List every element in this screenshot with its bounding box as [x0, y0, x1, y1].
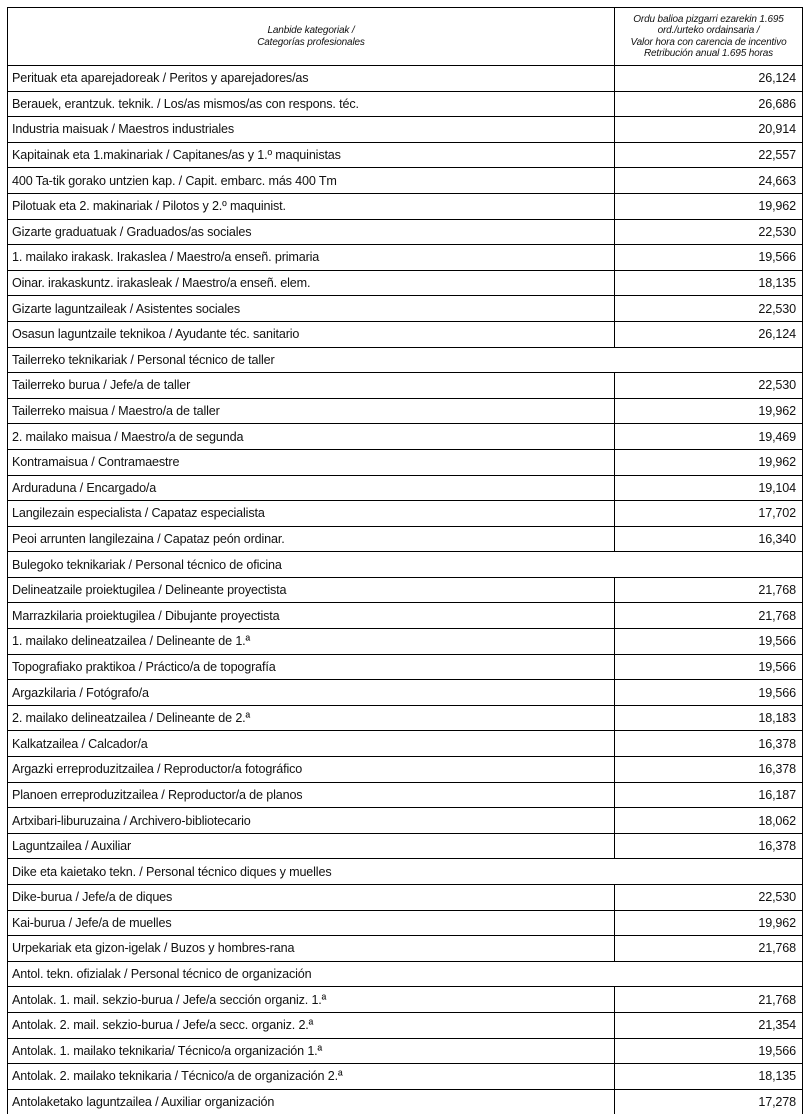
- category-cell: Delineatzaile proiektugilea / Delineante proyectista: [8, 577, 615, 603]
- category-cell: Planoen erreproduzitzailea / Reproductor/a de planos: [8, 782, 615, 808]
- category-cell: Industria maisuak / Maestros industriales: [8, 117, 615, 143]
- table-row: [8, 1012, 803, 1038]
- category-cell: Kontramaisua / Contramaestre: [8, 449, 615, 475]
- value-cell: 18,183: [615, 705, 803, 731]
- table-row: [8, 757, 803, 783]
- table-row: [8, 270, 803, 296]
- value-cell: 21,768: [615, 987, 803, 1013]
- category-cell: Oinar. irakaskuntz. irakasleak / Maestro/a enseñ. elem.: [8, 270, 615, 296]
- category-cell: Argazki erreproduzitzailea / Reproductor/a fotográfico: [8, 757, 615, 783]
- table-row: [8, 117, 803, 143]
- table-row: [8, 91, 803, 117]
- table-row: [8, 296, 803, 322]
- table-row: [8, 501, 803, 527]
- value-cell: 19,962: [615, 193, 803, 219]
- category-cell: Antolak. 1. mailako teknikaria/ Técnico/a organización 1.ª: [8, 1038, 615, 1064]
- table-row: [8, 603, 803, 629]
- value-cell: 21,768: [615, 603, 803, 629]
- category-cell: Peoi arrunten langilezaina / Capataz peón ordinar.: [8, 526, 615, 552]
- section-label: Antol. tekn. ofizialak / Personal técnico de organización: [8, 961, 803, 987]
- category-cell: Antolak. 2. mailako teknikaria / Técnico/a de organización 2.ª: [8, 1064, 615, 1090]
- category-cell: Langilezain especialista / Capataz especialista: [8, 501, 615, 527]
- value-cell: 21,354: [615, 1012, 803, 1038]
- table-row: [8, 731, 803, 757]
- table-row: [8, 705, 803, 731]
- header-value: [615, 8, 803, 66]
- section-label: Dike eta kaietako tekn. / Personal técnico diques y muelles: [8, 859, 803, 885]
- category-cell: Urpekariak eta gizon-igelak / Buzos y hombres-rana: [8, 936, 615, 962]
- table-row: [8, 449, 803, 475]
- category-cell: Arduraduna / Encargado/a: [8, 475, 615, 501]
- table-row: [8, 398, 803, 424]
- table-row: [8, 475, 803, 501]
- category-cell: Antolak. 2. mail. sekzio-burua / Jefe/a secc. organiz. 2.ª: [8, 1012, 615, 1038]
- table-row: [8, 526, 803, 552]
- value-cell: 18,135: [615, 270, 803, 296]
- header-value-line: Valor hora con carencia de incentivo: [630, 36, 787, 48]
- value-cell: 18,062: [615, 808, 803, 834]
- table-row: [8, 373, 803, 399]
- value-cell: 24,663: [615, 168, 803, 194]
- category-cell: 1. mailako irakask. Irakaslea / Maestro/a enseñ. primaria: [8, 245, 615, 271]
- table-row: [8, 193, 803, 219]
- table-row: [8, 885, 803, 911]
- category-cell: Pilotuak eta 2. makinariak / Pilotos y 2.º maquinist.: [8, 193, 615, 219]
- category-cell: 2. mailako maisua / Maestro/a de segunda: [8, 424, 615, 450]
- value-cell: 19,104: [615, 475, 803, 501]
- table-row: [8, 629, 803, 655]
- table-row: [8, 66, 803, 92]
- category-cell: Kai-burua / Jefe/a de muelles: [8, 910, 615, 936]
- value-cell: 18,135: [615, 1064, 803, 1090]
- table-body: [8, 66, 803, 1115]
- value-cell: 26,124: [615, 66, 803, 92]
- value-cell: 26,124: [615, 321, 803, 347]
- section-row: [8, 961, 803, 987]
- table-row: [8, 936, 803, 962]
- category-cell: Artxibari-liburuzaina / Archivero-bibliotecario: [8, 808, 615, 834]
- table-row: [8, 910, 803, 936]
- table-row: [8, 321, 803, 347]
- value-cell: 19,566: [615, 629, 803, 655]
- header-value-line: ord./urteko ordainsaria /: [657, 25, 760, 36]
- value-cell: 19,469: [615, 424, 803, 450]
- value-cell: 16,378: [615, 757, 803, 783]
- value-cell: 16,187: [615, 782, 803, 808]
- table-row: [8, 168, 803, 194]
- category-cell: Laguntzailea / Auxiliar: [8, 833, 615, 859]
- value-cell: 19,566: [615, 680, 803, 706]
- category-cell: Argazkilaria / Fotógrafo/a: [8, 680, 615, 706]
- table-row: [8, 680, 803, 706]
- table-row: [8, 833, 803, 859]
- value-cell: 19,566: [615, 245, 803, 271]
- table-row: [8, 987, 803, 1013]
- section-row: [8, 859, 803, 885]
- table-row: [8, 782, 803, 808]
- value-cell: 22,557: [615, 142, 803, 168]
- category-cell: Topografiako praktikoa / Práctico/a de topografía: [8, 654, 615, 680]
- table-row: [8, 219, 803, 245]
- value-cell: 22,530: [615, 885, 803, 911]
- value-cell: 16,378: [615, 833, 803, 859]
- section-row: [8, 552, 803, 578]
- category-cell: Osasun laguntzaile teknikoa / Ayudante téc. sanitario: [8, 321, 615, 347]
- value-cell: 16,340: [615, 526, 803, 552]
- category-cell: 1. mailako delineatzailea / Delineante de 1.ª: [8, 629, 615, 655]
- value-cell: 19,962: [615, 910, 803, 936]
- value-cell: 19,566: [615, 654, 803, 680]
- section-label: Tailerreko teknikariak / Personal técnico de taller: [8, 347, 803, 373]
- category-cell: Tailerreko maisua / Maestro/a de taller: [8, 398, 615, 424]
- value-cell: 21,768: [615, 936, 803, 962]
- table-row: [8, 654, 803, 680]
- header-category: [8, 8, 615, 66]
- table-row: [8, 577, 803, 603]
- category-cell: 400 Ta-tik gorako untzien kap. / Capit. embarc. más 400 Tm: [8, 168, 615, 194]
- value-cell: 22,530: [615, 296, 803, 322]
- section-row: [8, 347, 803, 373]
- category-cell: Antolak. 1. mail. sekzio-burua / Jefe/a sección organiz. 1.ª: [8, 987, 615, 1013]
- value-cell: 16,378: [615, 731, 803, 757]
- category-cell: Antolaketako laguntzailea / Auxiliar organización: [8, 1089, 615, 1114]
- header-value-line: Retribución anual 1.695 horas: [643, 48, 774, 59]
- table-row: [8, 424, 803, 450]
- header-category-line: Categorías profesionales: [257, 36, 365, 48]
- category-cell: Berauek, erantzuk. teknik. / Los/as mismos/as con respons. téc.: [8, 91, 615, 117]
- value-cell: 17,278: [615, 1089, 803, 1114]
- value-cell: 22,530: [615, 219, 803, 245]
- table-row: [8, 808, 803, 834]
- category-cell: Kapitainak eta 1.makinariak / Capitanes/as y 1.º maquinistas: [8, 142, 615, 168]
- section-label: Bulegoko teknikariak / Personal técnico de oficina: [8, 552, 803, 578]
- header-category-line: Lanbide kategoriak /: [267, 25, 355, 36]
- value-cell: 20,914: [615, 117, 803, 143]
- table-row: [8, 1064, 803, 1090]
- value-cell: 19,962: [615, 449, 803, 475]
- category-cell: Kalkatzailea / Calcador/a: [8, 731, 615, 757]
- value-cell: 22,530: [615, 373, 803, 399]
- category-cell: Gizarte laguntzaileak / Asistentes sociales: [8, 296, 615, 322]
- table-row: [8, 142, 803, 168]
- value-cell: 19,962: [615, 398, 803, 424]
- table-header-row: [8, 8, 803, 66]
- table-row: [8, 1089, 803, 1114]
- value-cell: 21,768: [615, 577, 803, 603]
- category-cell: Marrazkilaria proiektugilea / Dibujante proyectista: [8, 603, 615, 629]
- category-cell: Perituak eta aparejadoreak / Peritos y aparejadores/as: [8, 66, 615, 92]
- value-cell: 17,702: [615, 501, 803, 527]
- table-row: [8, 245, 803, 271]
- table-row: [8, 1038, 803, 1064]
- category-cell: Tailerreko burua / Jefe/a de taller: [8, 373, 615, 399]
- category-cell: Gizarte graduatuak / Graduados/as sociales: [8, 219, 615, 245]
- category-cell: Dike-burua / Jefe/a de diques: [8, 885, 615, 911]
- category-cell: 2. mailako delineatzailea / Delineante de 2.ª: [8, 705, 615, 731]
- salary-table: [7, 7, 803, 1114]
- header-value-line: Ordu balioa pizgarri ezarekin 1.695: [633, 13, 784, 25]
- value-cell: 26,686: [615, 91, 803, 117]
- value-cell: 19,566: [615, 1038, 803, 1064]
